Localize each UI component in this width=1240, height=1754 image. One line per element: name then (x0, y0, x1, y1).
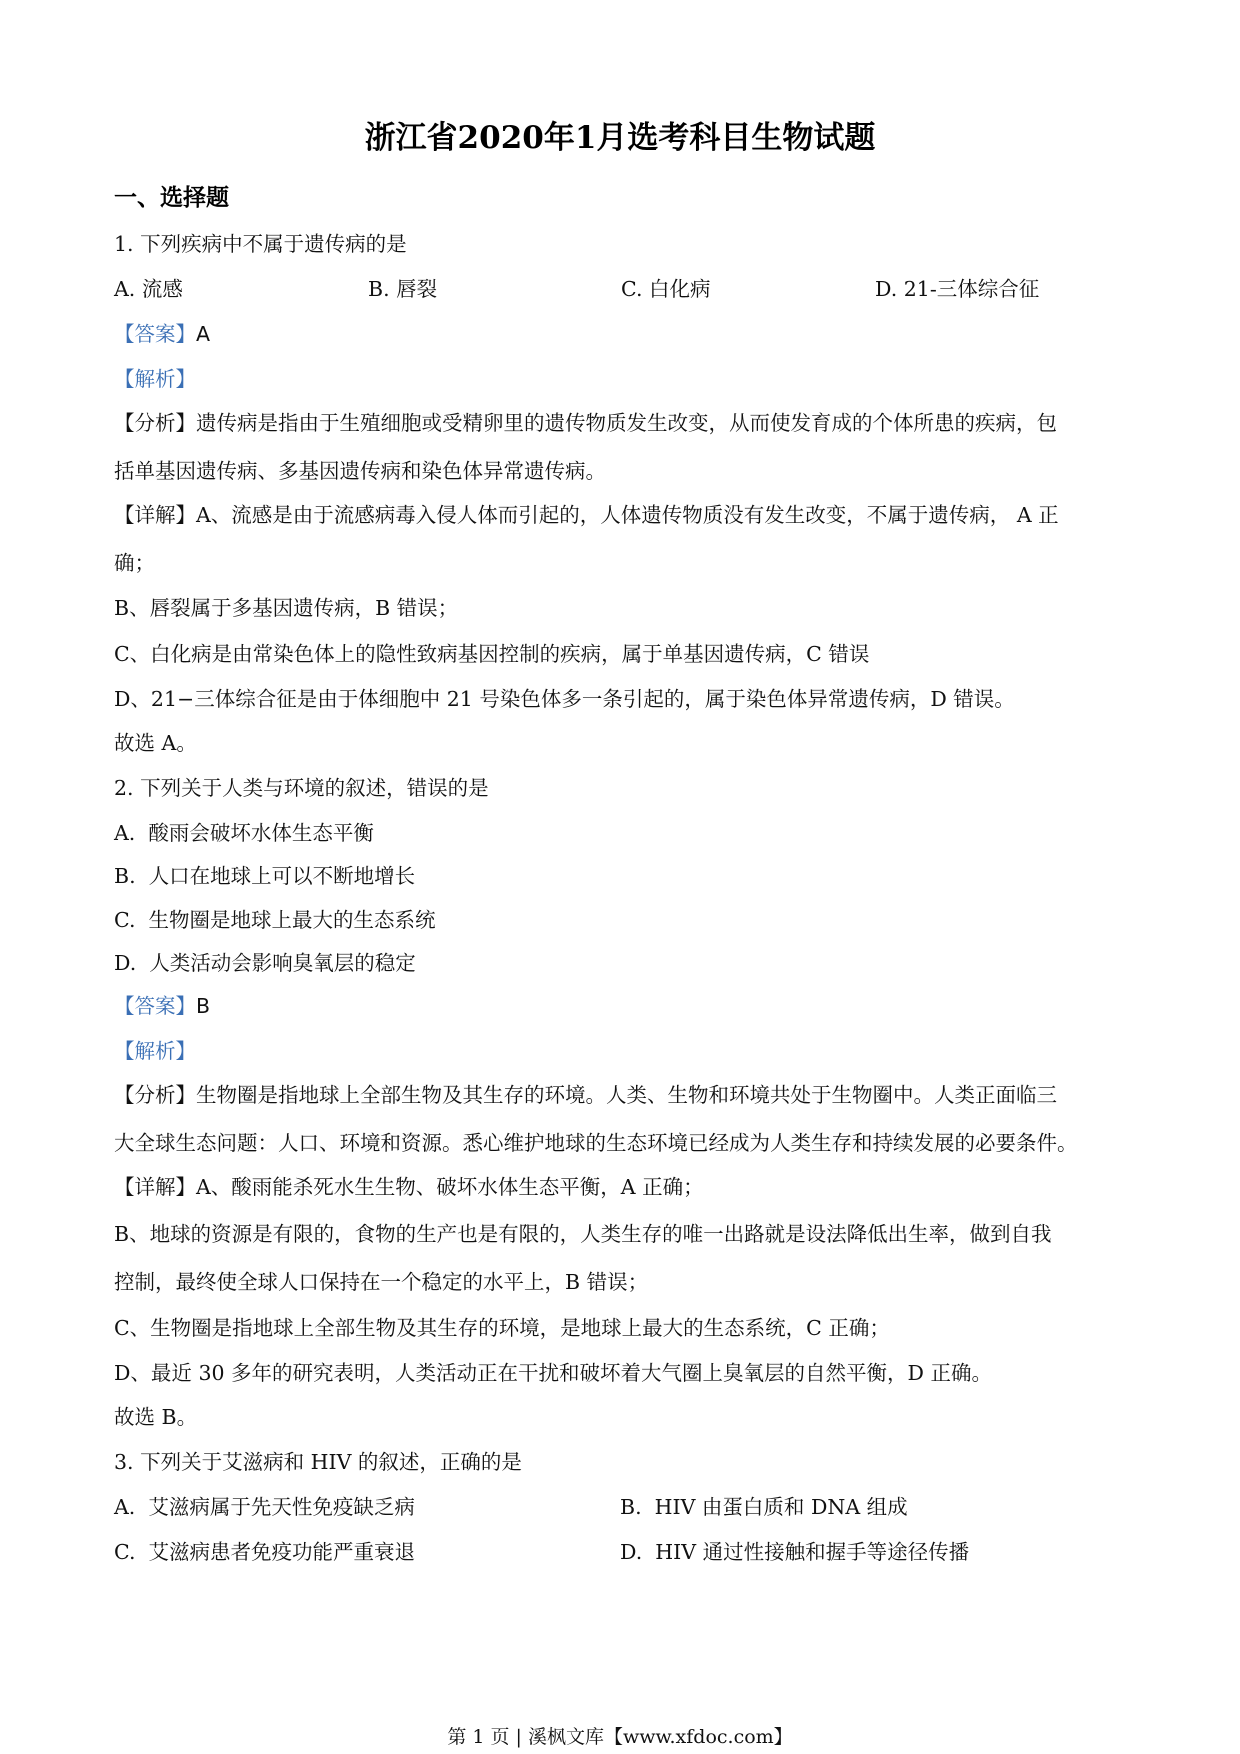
q3-option-c (114, 1537, 415, 1567)
q2-explain-b-line1: B、地球的资源是有限的，食物的生产也是有限的，人类生存的唯一出路就是设法降低出生率，做到自我 (114, 1222, 1052, 1246)
q1-explain-b: B、唇裂属于多基因遗传病，B 错误； (114, 596, 459, 620)
answer-value: A (196, 322, 211, 346)
option-letter: D. (114, 951, 137, 975)
option-text: HIV 由蛋白质和 DNA 组成 (654, 1495, 908, 1519)
answer-value: B (196, 994, 211, 1018)
option-text: 酸雨会破坏水体生态平衡 (148, 821, 374, 845)
q2-conclusion: 故选 B。 (114, 1405, 198, 1429)
option-text: HIV 通过性接触和握手等途径传播 (655, 1540, 970, 1564)
page-title: 浙江省2020年1月选考科目生物试题 (364, 120, 876, 156)
option-letter: C. (114, 1540, 136, 1564)
q2-explain-d: D、最近 30 多年的研究表明，人类活动正在干扰和破坏着大气圈上臭氧层的自然平衡，D 正确。 (114, 1361, 993, 1385)
answer-label: 【答案】 (114, 994, 196, 1018)
q2-explain-c: C、生物圈是指地球上全部生物及其生存的环境，是地球上最大的生态系统，C 正确； (114, 1316, 890, 1340)
q2-answer (114, 991, 210, 1021)
q1-explain-c: C、白化病是由常染色体上的隐性致病基因控制的疾病，属于单基因遗传病，C 错误 (114, 642, 870, 666)
option-text: 艾滋病患者免疫功能严重衰退 (148, 1540, 416, 1564)
q2-fenxi-line1: 【分析】生物圈是指地球上全部生物及其生存的环境。人类、生物和环境共处于生物圈中。人类正面临三 (114, 1083, 1057, 1107)
option-letter: A. (114, 1495, 136, 1519)
q1-xiangjie-line2: 确； (114, 551, 155, 575)
q1-option-d: D. 21-三体综合征 (875, 277, 1040, 301)
q2-fenxi-line2: 大全球生态问题：人口、环境和资源。悉心维护地球的生态环境已经成为人类生存和持续发展的必要条件。 (114, 1131, 1078, 1155)
q1-option-c: C. 白化病 (621, 277, 711, 301)
answer-label: 【答案】 (114, 322, 196, 346)
option-text: 人类活动会影响臭氧层的稳定 (149, 951, 416, 975)
q1-fenxi-line2: 括单基因遗传病、多基因遗传病和染色体异常遗传病。 (114, 459, 606, 483)
q2-analysis-label: 【解析】 (114, 1039, 196, 1063)
q1-explain-d: D、21−三体综合征是由于体细胞中 21 号染色体多一条引起的，属于染色体异常遗传病，D 错误。 (114, 687, 1015, 711)
q1-answer (114, 319, 210, 349)
option-letter: D. (620, 1540, 643, 1564)
section-title: 一、选择题 (114, 184, 229, 211)
option-letter: A. (114, 821, 136, 845)
q1-option-b: B. 唇裂 (368, 277, 438, 301)
q2-xiangjie-line1: 【详解】A、酸雨能杀死水生生物、破坏水体生态平衡，A 正确； (114, 1175, 704, 1199)
q1-option-a: A. 流感 (114, 277, 183, 301)
option-text: 艾滋病属于先天性免疫缺乏病 (148, 1495, 415, 1519)
q2-option-d (114, 948, 416, 978)
q3-option-d (620, 1537, 969, 1567)
q3-option-b (620, 1492, 908, 1522)
option-letter: C. (114, 908, 136, 932)
q3-option-a (114, 1492, 415, 1522)
page-footer: 第 1 页 | 溪枫文库【www.xfdoc.com】 (447, 1726, 793, 1748)
q2-option-b (114, 861, 415, 891)
q2-explain-b-line2: 控制，最终使全球人口保持在一个稳定的水平上，B 错误； (114, 1270, 649, 1294)
q2-option-c (114, 905, 436, 935)
q2-option-a (114, 818, 374, 848)
q1-conclusion: 故选 A。 (114, 731, 197, 755)
q1-analysis-label: 【解析】 (114, 367, 196, 391)
q2-stem: 2. 下列关于人类与环境的叙述，错误的是 (114, 776, 489, 800)
q1-stem: 1. 下列疾病中不属于遗传病的是 (114, 232, 407, 256)
option-text: 人口在地球上可以不断地增长 (148, 864, 416, 888)
q1-xiangjie-line1: 【详解】A、流感是由于流感病毒入侵人体而引起的，人体遗传物质没有发生改变，不属于遗传病， A 正 (114, 503, 1059, 527)
option-text: 生物圈是地球上最大的生态系统 (148, 908, 436, 932)
q1-fenxi-line1: 【分析】遗传病是指由于生殖细胞或受精卵里的遗传物质发生改变，从而使发育成的个体所患的疾病，包 (114, 411, 1057, 435)
option-letter: B. (114, 864, 136, 888)
q3-stem: 3. 下列关于艾滋病和 HIV 的叙述，正确的是 (114, 1450, 522, 1474)
option-letter: B. (620, 1495, 642, 1519)
